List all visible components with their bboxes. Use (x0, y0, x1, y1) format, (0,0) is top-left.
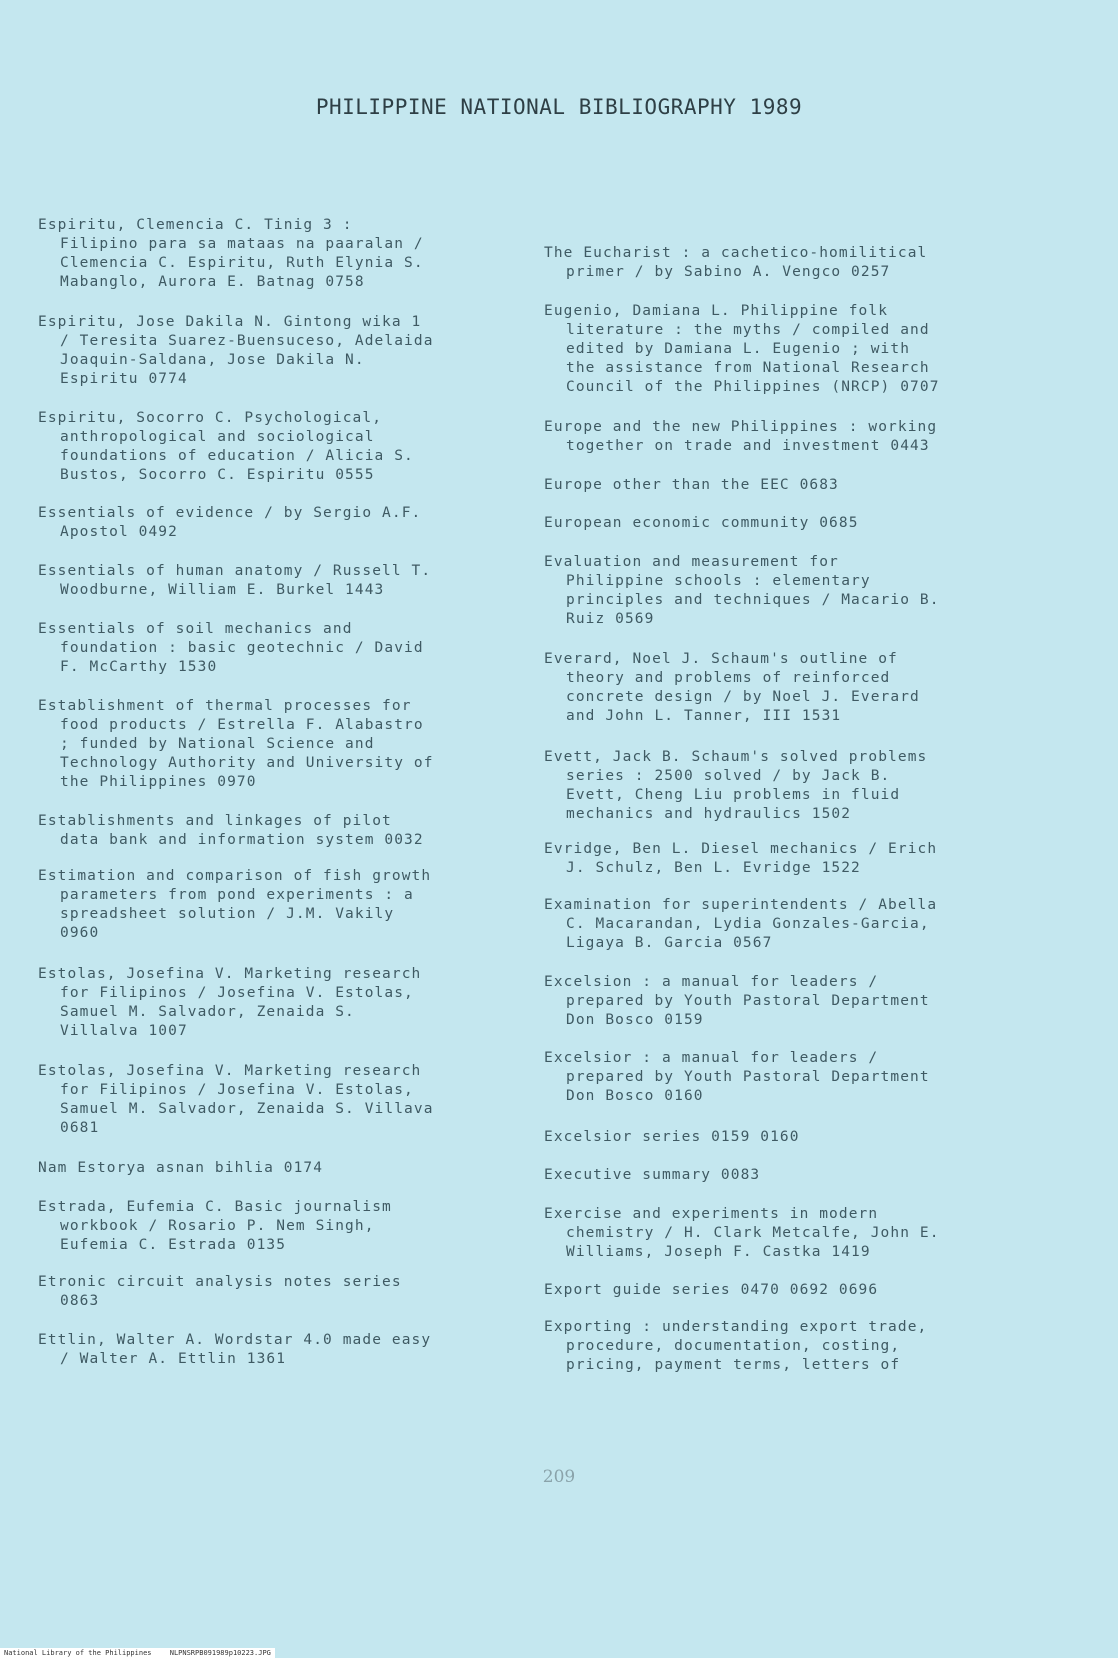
entry-line: Eufemia C. Estrada 0135 (60, 1237, 287, 1253)
entry-line: workbook / Rosario P. Nem Singh, (60, 1218, 375, 1234)
entry-line: primer / by Sabino A. Vengco 0257 (566, 264, 891, 280)
entry-line: together on trade and investment 0443 (566, 438, 930, 454)
bibliography-entry (544, 476, 1084, 495)
entry-line: Excelsion : a manual for leaders / (544, 974, 879, 990)
bibliography-entry (38, 965, 558, 1041)
entry-line: Don Bosco 0159 (566, 1012, 704, 1028)
bibliography-entry (38, 812, 558, 850)
entry-line: / Walter A. Ettlin 1361 (60, 1351, 287, 1367)
entry-line: Filipino para sa mataas na paaralan / (60, 236, 424, 252)
bibliography-entry (544, 973, 1084, 1030)
entry-line: Everard, Noel J. Schaum's outline of (544, 651, 898, 667)
bibliography-entry (38, 1198, 558, 1255)
bibliography-entry (38, 1273, 558, 1311)
entry-line: mechanics and hydraulics 1502 (566, 806, 852, 822)
entry-line: Bustos, Socorro C. Espiritu 0555 (60, 467, 375, 483)
entry-line: Ettlin, Walter A. Wordstar 4.0 made easy (38, 1332, 432, 1348)
bibliography-entry (38, 697, 558, 792)
entry-line: Europe other than the EEC 0683 (544, 477, 839, 493)
bibliography-entry (38, 1159, 558, 1178)
entry-line: Export guide series 0470 0692 0696 (544, 1282, 879, 1298)
entry-line: Apostol 0492 (60, 524, 178, 540)
entry-line: J. Schulz, Ben L. Evridge 1522 (566, 860, 861, 876)
entry-line: spreadsheet solution / J.M. Vakily (60, 906, 395, 922)
entry-line: literature : the myths / compiled and (566, 322, 930, 338)
entry-line: food products / Estrella F. Alabastro (60, 717, 424, 733)
credit-library: National Library of the Philippines (4, 1649, 152, 1657)
entry-line: Etronic circuit analysis notes series (38, 1274, 402, 1290)
entry-line: and John L. Tanner, III 1531 (566, 708, 842, 724)
entry-line: for Filipinos / Josefina V. Estolas, (60, 985, 414, 1001)
bibliography-entry (38, 1062, 558, 1138)
entry-line: Estolas, Josefina V. Marketing research (38, 966, 422, 982)
entry-line: Estrada, Eufemia C. Basic journalism (38, 1199, 392, 1215)
entry-line: Joaquin-Saldana, Jose Dakila N. (60, 352, 365, 368)
entry-line: Executive summary 0083 (544, 1167, 761, 1183)
entry-line: Mabanglo, Aurora E. Batnag 0758 (60, 274, 365, 290)
entry-line: Exercise and experiments in modern (544, 1206, 879, 1222)
page-title: PHILIPPINE NATIONAL BIBLIOGRAPHY 1989 (315, 95, 803, 119)
entry-line: Williams, Joseph F. Castka 1419 (566, 1244, 871, 1260)
entry-line: edited by Damiana L. Eugenio ; with (566, 341, 911, 357)
entry-line: Essentials of evidence / by Sergio A.F. (38, 505, 422, 521)
bibliography-entry (38, 216, 558, 292)
entry-line: Evett, Jack B. Schaum's solved problems (544, 749, 928, 765)
bibliography-entry (544, 1128, 1084, 1147)
entry-line: Evridge, Ben L. Diesel mechanics / Erich (544, 841, 938, 857)
bibliography-entry (544, 840, 1084, 878)
entry-line: parameters from pond experiments : a (60, 887, 414, 903)
entry-line: C. Macarandan, Lydia Gonzales-Garcia, (566, 916, 930, 932)
entry-line: Excelsior series 0159 0160 (544, 1129, 800, 1145)
entry-line: data bank and information system 0032 (60, 832, 424, 848)
entry-line: Exporting : understanding export trade, (544, 1319, 928, 1335)
entry-line: Nam Estorya asnan bihlia 0174 (38, 1160, 324, 1176)
entry-line: Essentials of soil mechanics and (38, 621, 353, 637)
entry-line: series : 2500 solved / by Jack B. (566, 768, 891, 784)
bibliography-entry (38, 620, 558, 677)
entry-line: foundations of education / Alicia S. (60, 448, 414, 464)
entry-line: Eugenio, Damiana L. Philippine folk (544, 303, 889, 319)
entry-line: theory and problems of reinforced (566, 670, 891, 686)
bibliography-entry (38, 409, 558, 485)
entry-line: The Eucharist : a cachetico-homilitical (544, 245, 928, 261)
bibliography-entry (544, 418, 1084, 456)
entry-line: Espiritu 0774 (60, 371, 188, 387)
entry-line: for Filipinos / Josefina V. Estolas, (60, 1082, 414, 1098)
entry-line: procedure, documentation, costing, (566, 1338, 901, 1354)
entry-line: Essentials of human anatomy / Russell T. (38, 563, 432, 579)
entry-line: F. McCarthy 1530 (60, 659, 218, 675)
bibliography-entry (544, 244, 1084, 282)
bibliography-entry (38, 504, 558, 542)
entry-line: Estimation and comparison of fish growth (38, 868, 432, 884)
entry-line: Establishments and linkages of pilot (38, 813, 392, 829)
entry-line: Europe and the new Philippines : working (544, 419, 938, 435)
entry-line: Samuel M. Salvador, Zenaida S. (60, 1004, 355, 1020)
entry-line: Clemencia C. Espiritu, Ruth Elynia S. (60, 255, 424, 271)
entry-line: Ruiz 0569 (566, 611, 655, 627)
entry-line: Villalva 1007 (60, 1023, 188, 1039)
entry-line: Council of the Philippines (NRCP) 0707 (566, 379, 940, 395)
bibliography-entry (544, 896, 1084, 953)
bibliography-entry (38, 562, 558, 600)
entry-line: the Philippines 0970 (60, 774, 257, 790)
page-number: 209 (542, 1467, 576, 1487)
entry-line: pricing, payment terms, letters of (566, 1357, 901, 1373)
entry-line: Establishment of thermal processes for (38, 698, 412, 714)
bibliography-entry (544, 1318, 1084, 1375)
bibliography-entry (38, 313, 558, 389)
entry-line: prepared by Youth Pastoral Department (566, 1069, 930, 1085)
bibliography-entry (38, 867, 558, 943)
entry-line: Espiritu, Jose Dakila N. Gintong wika 1 (38, 314, 422, 330)
entry-line: Evaluation and measurement for (544, 554, 839, 570)
bibliography-entry (544, 1166, 1084, 1185)
entry-line: European economic community 0685 (544, 515, 859, 531)
bibliography-entry (544, 650, 1084, 726)
bibliography-entry (544, 1205, 1084, 1262)
entry-line: chemistry / H. Clark Metcalfe, John E. (566, 1225, 940, 1241)
scan-credit (0, 1648, 275, 1658)
entry-line: Ligaya B. Garcia 0567 (566, 935, 773, 951)
bibliography-entry (544, 1049, 1084, 1106)
bibliography-entry (38, 1331, 558, 1369)
entry-line: Espiritu, Socorro C. Psychological, (38, 410, 383, 426)
entry-line: Woodburne, William E. Burkel 1443 (60, 582, 385, 598)
entry-line: the assistance from National Research (566, 360, 930, 376)
entry-line: Philippine schools : elementary (566, 573, 871, 589)
entry-line: principles and techniques / Macario B. (566, 592, 940, 608)
entry-line: Technology Authority and University of (60, 755, 434, 771)
entry-line: foundation : basic geotechnic / David (60, 640, 424, 656)
entry-line: Espiritu, Clemencia C. Tinig 3 : (38, 217, 353, 233)
bibliography-entry (544, 553, 1084, 629)
entry-line: anthropological and sociological (60, 429, 375, 445)
entry-line: Excelsior : a manual for leaders / (544, 1050, 879, 1066)
entry-line: Evett, Cheng Liu problems in fluid (566, 787, 901, 803)
credit-file: NLPNSRPB091989p10223.JPG (169, 1649, 271, 1657)
bibliography-entry (544, 302, 1084, 397)
entry-line: Don Bosco 0160 (566, 1088, 704, 1104)
bibliography-entry (544, 514, 1084, 533)
entry-line: concrete design / by Noel J. Everard (566, 689, 920, 705)
entry-line: 0960 (60, 925, 100, 941)
entry-line: 0681 (60, 1120, 100, 1136)
bibliography-entry (544, 1281, 1084, 1300)
bibliography-entry (544, 748, 1084, 824)
entry-line: / Teresita Suarez-Buensuceso, Adelaida (60, 333, 434, 349)
entry-line: ; funded by National Science and (60, 736, 375, 752)
entry-line: 0863 (60, 1293, 100, 1309)
entry-line: Samuel M. Salvador, Zenaida S. Villava (60, 1101, 434, 1117)
entry-line: Examination for superintendents / Abella (544, 897, 938, 913)
entry-line: Estolas, Josefina V. Marketing research (38, 1063, 422, 1079)
entry-line: prepared by Youth Pastoral Department (566, 993, 930, 1009)
